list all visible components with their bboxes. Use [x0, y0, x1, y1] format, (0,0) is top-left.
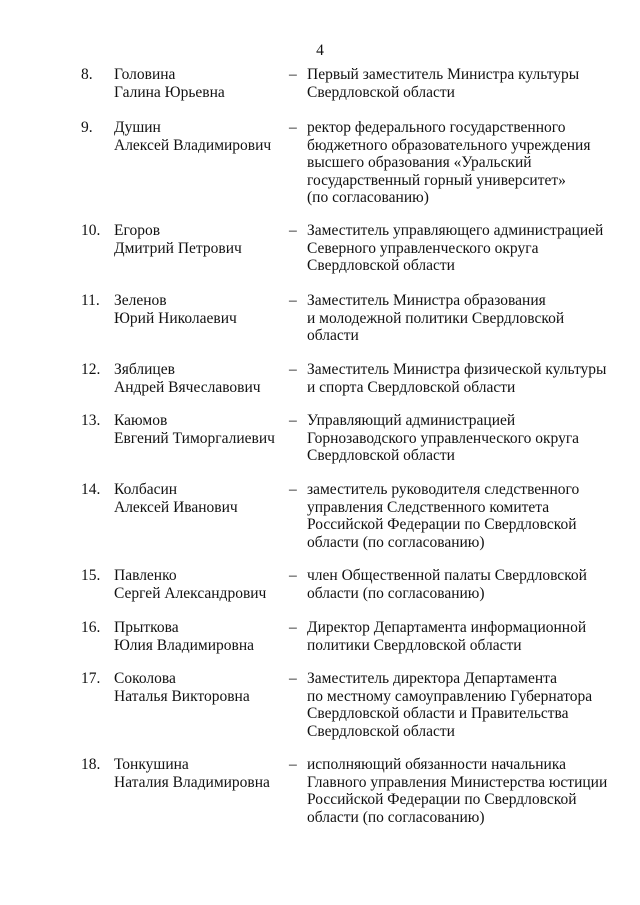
person-name-line: Евгений Тиморгалиевич: [114, 429, 275, 447]
position-title-line: высшего образования «Уральский: [307, 154, 532, 171]
person-name-line: Душин: [114, 119, 161, 136]
person-name-line: Наталия Владимировна: [114, 773, 270, 791]
item-number: 9.: [81, 119, 93, 136]
person-name: [114, 412, 275, 447]
dash-separator: –: [289, 66, 297, 83]
person-name: [114, 567, 266, 602]
item-number: 17.: [81, 670, 101, 687]
person-name-line: Юлия Владимировна: [114, 636, 254, 654]
position-title: [307, 412, 579, 465]
person-name-line: Дмитрий Петрович: [114, 239, 242, 257]
position-title-line: Северного управленческого округа: [307, 239, 539, 257]
position-title: [307, 222, 603, 275]
position-title: [307, 361, 606, 396]
dash-separator: –: [289, 412, 297, 429]
position-title-line: Свердловской области: [307, 83, 455, 101]
person-name-line: Каюмов: [114, 412, 168, 429]
position-title-line: политики Свердловской области: [307, 636, 522, 654]
dash-separator: –: [289, 670, 297, 687]
person-name-line: Сергей Александрович: [114, 584, 267, 602]
position-title-line: Заместитель Министра образования: [307, 292, 546, 309]
position-title-line: области: [307, 327, 359, 344]
position-title-line: Заместитель управляющего администрацией: [307, 222, 604, 239]
person-name: [114, 292, 237, 327]
position-title-line: и спорта Свердловской области: [307, 378, 516, 396]
dash-separator: –: [289, 756, 297, 773]
position-title: [307, 619, 586, 654]
person-name: [114, 119, 271, 154]
position-title-line: Российской Федерации по Свердловской: [307, 791, 577, 808]
person-name: [114, 619, 254, 654]
position-title-line: Директор Департамента информационной: [307, 619, 587, 636]
position-title: [307, 756, 607, 826]
person-name-line: Алексей Иванович: [114, 498, 238, 516]
position-title: [307, 119, 590, 207]
dash-separator: –: [289, 119, 297, 136]
person-name: [114, 670, 250, 705]
item-number: 18.: [81, 756, 101, 773]
position-title-line: области (по согласованию): [307, 808, 485, 826]
position-title: [307, 292, 564, 345]
position-title-line: Заместитель директора Департамента: [307, 670, 557, 687]
position-title-line: Свердловской области: [307, 257, 455, 274]
position-title-line: управления Следственного комитета: [307, 498, 550, 516]
dash-separator: –: [289, 567, 297, 584]
dash-separator: –: [289, 481, 297, 498]
item-number: 13.: [81, 412, 101, 429]
position-title-line: Свердловской области: [307, 447, 455, 464]
position-title: [307, 670, 592, 740]
person-name: [114, 361, 261, 396]
person-name-line: Колбасин: [114, 481, 178, 498]
person-name: [114, 222, 242, 257]
person-name-line: Галина Юрьевна: [114, 83, 225, 101]
item-number: 15.: [81, 567, 101, 584]
dash-separator: –: [289, 361, 297, 378]
person-name-line: Егоров: [114, 222, 161, 239]
item-number: 12.: [81, 361, 101, 378]
position-title-line: бюджетного образовательного учреждения: [307, 136, 591, 154]
position-title-line: государственный горный университет»: [307, 171, 566, 189]
position-title-line: заместитель руководителя следственного: [307, 481, 580, 498]
person-name-line: Тонкушина: [114, 756, 189, 773]
dash-separator: –: [289, 292, 297, 309]
position-title: [307, 481, 579, 551]
position-title-line: Горнозаводского управленческого округа: [307, 429, 580, 447]
person-name-line: Андрей Вячеславович: [114, 378, 261, 396]
item-number: 11.: [81, 292, 100, 309]
person-name-line: Головина: [114, 66, 176, 83]
position-title-line: член Общественной палаты Свердловской: [307, 567, 587, 584]
item-number: 8.: [81, 66, 93, 83]
person-name-line: Зяблицев: [114, 361, 175, 378]
item-number: 16.: [81, 619, 101, 636]
position-title-line: и молодежной политики Свердловской: [307, 309, 565, 327]
position-title-line: Главного управления Министерства юстиции: [307, 773, 608, 791]
position-title: [307, 66, 579, 101]
person-name-line: Зеленов: [114, 292, 167, 309]
position-title-line: (по согласованию): [307, 189, 429, 206]
position-title-line: Свердловской области: [307, 722, 455, 740]
person-name-line: Алексей Владимирович: [114, 136, 272, 154]
position-title-line: Управляющий администрацией: [307, 412, 516, 429]
position-title-line: по местному самоуправлению Губернатора: [307, 687, 593, 705]
position-title: [307, 567, 587, 602]
person-name-line: Соколова: [114, 670, 176, 687]
person-name-line: Юрий Николаевич: [114, 309, 237, 327]
dash-separator: –: [289, 222, 297, 239]
position-title-line: Свердловской области и Правительства: [307, 705, 569, 722]
person-name: [114, 481, 238, 516]
position-title-line: ректор федерального государственного: [307, 119, 566, 136]
position-title-line: Российской Федерации по Свердловской: [307, 516, 577, 533]
page-number: 4: [316, 42, 324, 59]
position-title-line: области (по согласованию): [307, 584, 485, 602]
position-title-line: Первый заместитель Министра культуры: [307, 66, 580, 83]
position-title-line: исполняющий обязанности начальника: [307, 756, 567, 773]
person-name: [114, 66, 225, 101]
person-name-line: Павленко: [114, 567, 177, 584]
item-number: 14.: [81, 481, 101, 498]
person-name: [114, 756, 270, 791]
dash-separator: –: [289, 619, 297, 636]
position-title-line: области (по согласованию): [307, 533, 485, 551]
position-title-line: Заместитель Министра физической культуры: [307, 361, 607, 378]
person-name-line: Прыткова: [114, 619, 179, 636]
item-number: 10.: [81, 222, 101, 239]
person-name-line: Наталья Викторовна: [114, 687, 250, 705]
